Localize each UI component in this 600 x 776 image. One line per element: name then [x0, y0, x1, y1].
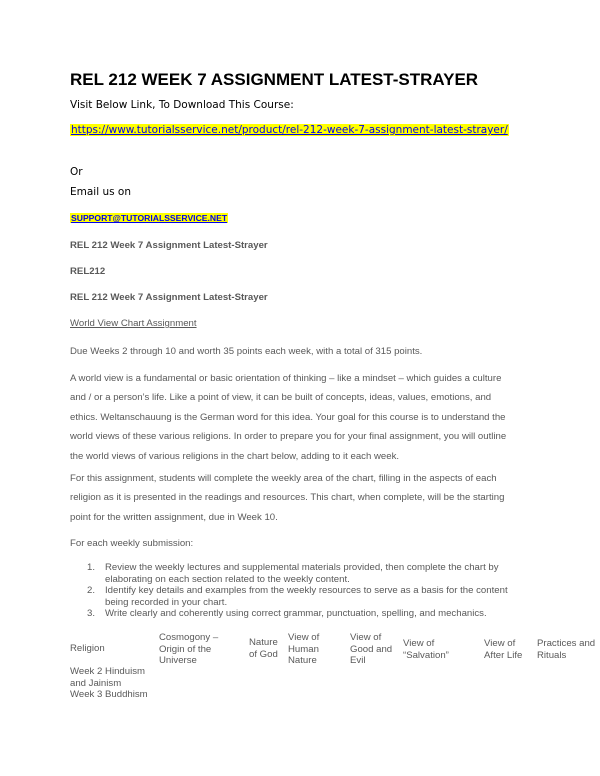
- paragraph-line: ethics. Weltanschauung is the German word for this idea. Your goal for this course is to understand the: [70, 411, 506, 423]
- paragraph-line: A world view is a fundamental or basic orientation of thinking – like a mindset – which guides a culture: [70, 373, 502, 384]
- table-header-human-nature: [288, 632, 319, 667]
- header-line: “Salvation”: [403, 649, 449, 661]
- list-item: [70, 562, 575, 585]
- list-line: being recorded in your chart.: [105, 596, 228, 608]
- heading-week7-2: REL 212 Week 7 Assignment Latest-Strayer: [70, 292, 268, 303]
- header-line: Religion: [70, 643, 105, 654]
- header-line: Practices and: [537, 638, 596, 649]
- due-text: Due Weeks 2 through 10 and worth 35 points each week, with a total of 315 points.: [70, 346, 423, 357]
- table-header-nature-of-god: [249, 637, 278, 660]
- header-line: Human: [288, 643, 319, 655]
- paragraph-assignment: [70, 469, 570, 527]
- header-line: Good and: [350, 643, 393, 655]
- table-header-cosmogony: [159, 632, 218, 667]
- list-number: 2.: [87, 585, 96, 597]
- header-line: After Life: [484, 649, 523, 661]
- weekly-label: For each weekly submission:: [70, 538, 194, 549]
- paragraph-line: For this assignment, students will complete the weekly area of the chart, filling in the aspects of each: [70, 473, 497, 484]
- paragraph-line: world views of these various religions. In order to prepare you for your final assignment, you will outline: [70, 431, 507, 443]
- row-label-line: and Jainism: [70, 677, 122, 689]
- chart-assignment-link[interactable]: World View Chart Assignment: [70, 318, 197, 329]
- table-header-good-evil: [350, 632, 392, 667]
- header-line: Evil: [350, 655, 366, 667]
- visit-text: Visit Below Link, To Download This Course:: [70, 99, 294, 111]
- header-line: View of: [350, 632, 382, 643]
- paragraph-line: and / or a person’s life. Like a point of view, it can be built of concepts, ideas, values, emotions, and: [70, 392, 492, 404]
- list-item: [70, 585, 575, 608]
- header-line: View of: [288, 632, 320, 643]
- list-line: Write clearly and coherently using correct grammar, punctuation, spelling, and mechanics.: [105, 608, 487, 620]
- list-line: Identify key details and examples from the weekly resources to serve as a basis for the content: [105, 585, 508, 597]
- table-header-after-life: [484, 638, 522, 661]
- paragraph-line: point for the written assignment, due in Week 10.: [70, 511, 278, 523]
- email-wrapper: [70, 213, 228, 223]
- header-line: View of: [484, 638, 516, 649]
- header-line: View of: [403, 638, 435, 649]
- table-row: [70, 689, 148, 701]
- row-label-line: Week 3 Buddhism: [70, 689, 148, 700]
- list-number: 1.: [87, 562, 96, 573]
- list-item: [70, 608, 575, 620]
- document-title: REL 212 WEEK 7 ASSIGNMENT LATEST-STRAYER: [70, 70, 479, 89]
- course-code: REL212: [70, 266, 106, 277]
- table-header-practices: [537, 638, 595, 661]
- header-line: Rituals: [537, 649, 567, 661]
- list-line: elaborating on each section related to the weekly content.: [105, 573, 350, 585]
- heading-week7-1: REL 212 Week 7 Assignment Latest-Strayer: [70, 240, 268, 251]
- paragraph-worldview: [70, 369, 570, 466]
- paragraph-line: the world views of various religions in the chart below, adding to it each week.: [70, 450, 400, 462]
- paragraph-line: religion as it is presented in the readings and resources. This chart, when complete, will be the starting: [70, 492, 505, 504]
- header-line: Origin of the: [159, 643, 212, 655]
- header-line: Nature: [288, 655, 317, 667]
- email-text: Email us on: [70, 186, 132, 198]
- table-row: [70, 666, 145, 689]
- course-link-wrapper: [70, 124, 509, 136]
- header-line: of God: [249, 648, 278, 660]
- instruction-list: [70, 562, 575, 620]
- email-link[interactable]: SUPPORT@TUTORIALSSERVICE.NET: [71, 213, 228, 223]
- header-line: Cosmogony –: [159, 632, 219, 643]
- header-line: Universe: [159, 655, 197, 667]
- list-number: 3.: [87, 608, 96, 620]
- row-label-line: Week 2 Hinduism: [70, 666, 146, 677]
- table-header-religion: [70, 643, 105, 655]
- header-line: Nature: [249, 637, 278, 648]
- table-header-salvation: [403, 638, 449, 661]
- course-link[interactable]: https://www.tutorialsservice.net/product/rel-212-week-7-assignment-latest-strayer/: [71, 124, 508, 136]
- list-line: Review the weekly lectures and supplemental materials provided, then complete the chart by: [105, 562, 499, 573]
- or-text: Or: [70, 166, 83, 178]
